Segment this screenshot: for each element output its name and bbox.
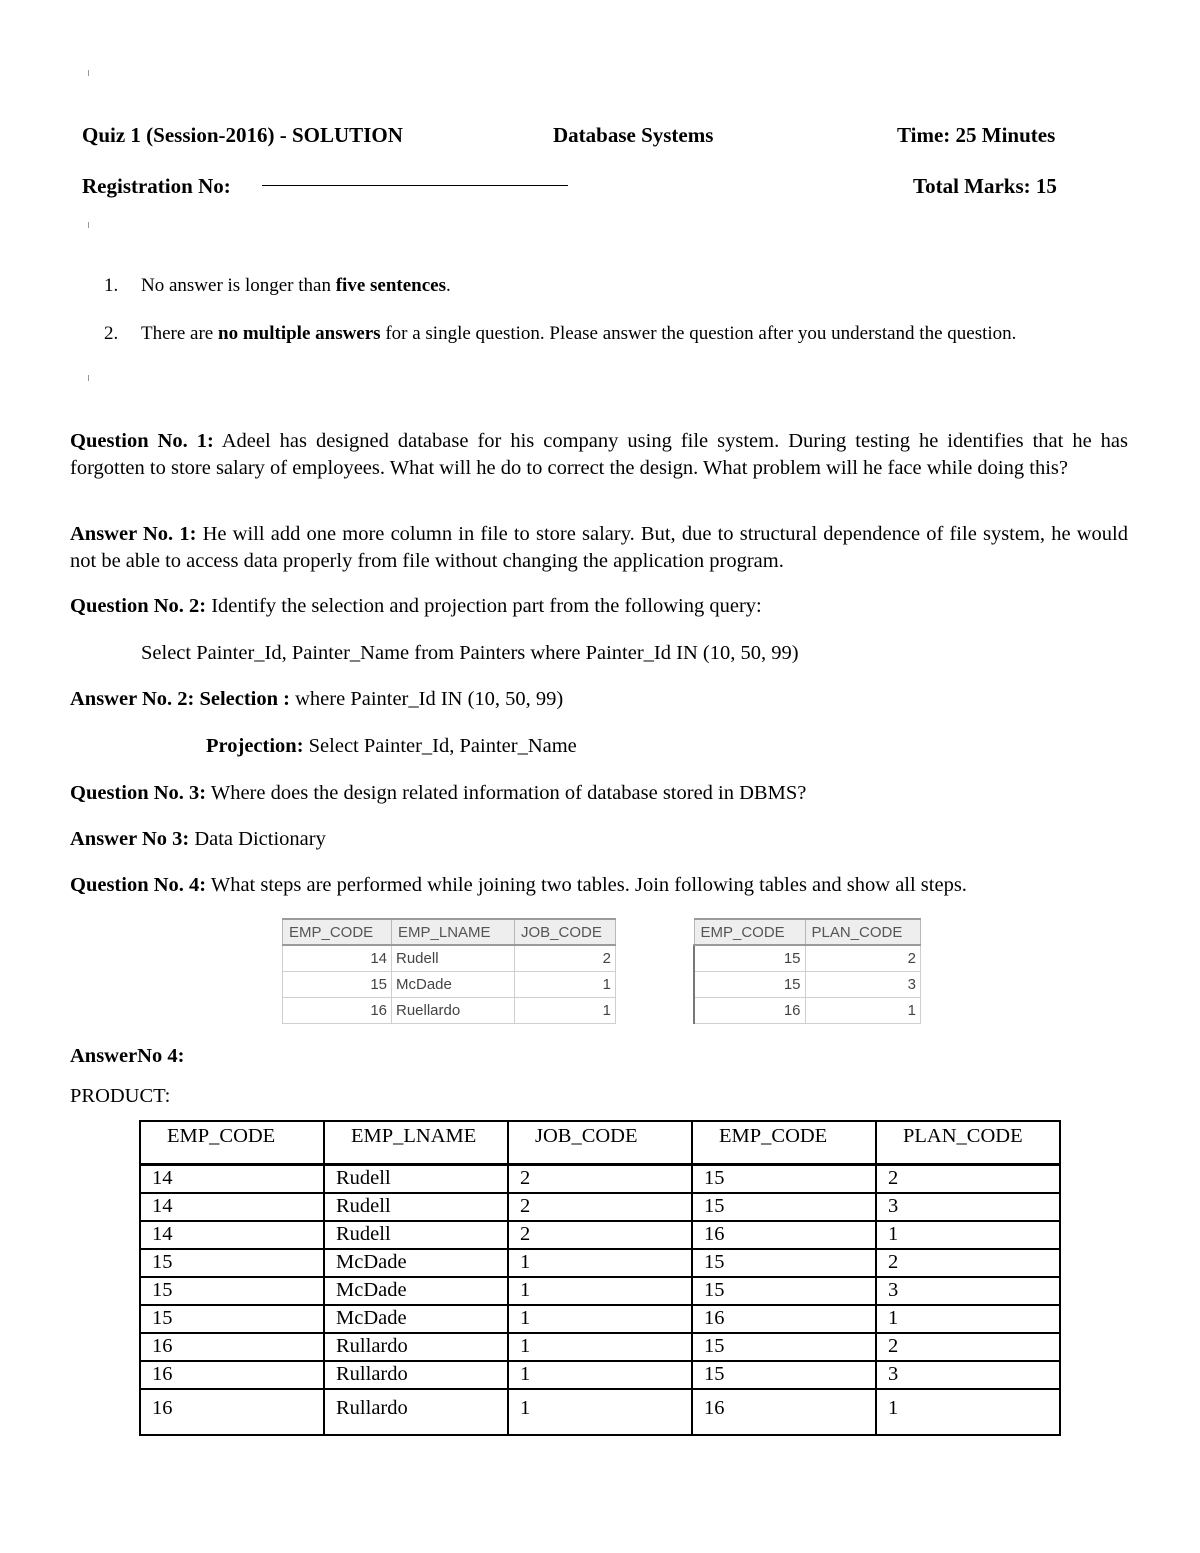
table-row [283,972,616,998]
instruction-2 [104,320,1128,380]
table-cell: 15 [692,1249,876,1277]
table-cell: 15 [694,972,805,998]
table-cell: 3 [876,1193,1060,1221]
employee-table [282,918,616,1024]
table-row [140,1389,1060,1435]
question-text: Identify the selection and projection part from the following query: [206,595,762,617]
projection-text: Select Painter_Id, Painter_Name [303,735,577,757]
column-header: PLAN_CODE [805,919,921,945]
table-cell: 15 [692,1333,876,1361]
instruction-text: No answer is longer than [141,275,336,296]
table-cell: 14 [283,945,392,972]
table-row [140,1333,1060,1361]
table-row [694,945,921,972]
answer-2 [70,688,563,711]
table-cell: 1 [508,1277,692,1305]
table-row [140,1277,1060,1305]
answer-label: Answer No 3: [70,828,190,850]
answer-1 [70,521,1128,575]
question-3 [70,782,806,805]
selection-label: Selection : [199,688,290,710]
quiz-title: Quiz 1 (Session-2016) - SOLUTION [82,123,403,147]
instruction-number: 1. [104,275,119,296]
table-cell: 16 [283,998,392,1024]
table-cell: 2 [876,1165,1060,1194]
question-label: Question No. 1: [70,430,214,452]
table-cell: 15 [692,1361,876,1389]
question-4 [70,874,967,897]
margin-mark [88,222,89,228]
column-header: EMP_CODE [283,919,392,945]
table-cell: Rudell [324,1165,508,1194]
table-cell: 15 [140,1277,324,1305]
time-limit: Time: 25 Minutes [897,123,1056,147]
column-header: JOB_CODE [508,1121,692,1165]
table-row [694,998,921,1024]
table-row [140,1193,1060,1221]
table-cell: Rullardo [324,1361,508,1389]
table-cell: 2 [508,1221,692,1249]
table-row [140,1165,1060,1194]
product-label: PRODUCT: [70,1085,171,1107]
table-cell: McDade [324,1249,508,1277]
answer-3 [70,828,326,851]
table-cell: 14 [140,1165,324,1194]
total-marks: Total Marks: 15 [913,174,1057,198]
table-cell: 16 [692,1389,876,1435]
registration-line [262,185,568,186]
table-row [140,1249,1060,1277]
table-cell: 16 [694,998,805,1024]
column-header: EMP_CODE [140,1121,324,1165]
column-header: EMP_CODE [694,919,805,945]
table-cell: 1 [508,1361,692,1389]
table-cell: 1 [805,998,921,1024]
table-cell: 2 [508,1165,692,1194]
column-header: EMP_LNAME [392,919,515,945]
table-cell: 1 [508,1305,692,1333]
instruction-text: There are [141,323,218,344]
margin-mark [88,70,89,76]
table-cell: 2 [515,945,616,972]
table-cell: Rudell [324,1193,508,1221]
instruction-emphasis: five sentences [335,275,446,296]
table-cell: Rullardo [324,1389,508,1435]
table-cell: 1 [876,1305,1060,1333]
table-cell: 3 [805,972,921,998]
table-cell: 1 [515,972,616,998]
table-cell: 16 [140,1361,324,1389]
column-header: EMP_LNAME [324,1121,508,1165]
column-header: JOB_CODE [515,919,616,945]
answer-text: Data Dictionary [189,828,326,850]
table-cell: 16 [692,1305,876,1333]
table-cell: 16 [692,1221,876,1249]
table-cell: 2 [876,1333,1060,1361]
table-cell: 14 [140,1193,324,1221]
table-row [140,1361,1060,1389]
table-cell: 15 [283,972,392,998]
answer-label: Answer No. 1: [70,523,197,545]
question-2 [70,595,762,618]
answer-label: Answer No. 2: [70,688,195,710]
table-row [140,1221,1060,1249]
projection-label: Projection: [206,735,304,757]
question-label: Question No. 4: [70,874,207,896]
table-cell: McDade [392,972,515,998]
table-cell: McDade [324,1277,508,1305]
course-name: Database Systems [553,123,714,147]
question-text: What steps are performed while joining two tables. Join following tables and show all steps. [206,874,967,896]
table-cell: 2 [805,945,921,972]
instruction-text: . [446,275,451,296]
table-cell: 3 [876,1361,1060,1389]
table-cell: McDade [324,1305,508,1333]
registration-label: Registration No: [82,174,231,198]
table-cell: 15 [692,1193,876,1221]
table-cell: 1 [876,1221,1060,1249]
product-table [139,1120,1061,1436]
query-text: Select Painter_Id, Painter_Name from Painters where Painter_Id IN (10, 50, 99) [141,642,799,664]
table-row [283,998,616,1024]
table-cell: 16 [140,1333,324,1361]
table-cell: 14 [140,1221,324,1249]
table-cell: 15 [692,1277,876,1305]
table-cell: 1 [508,1249,692,1277]
table-cell: 3 [876,1277,1060,1305]
table-cell: 1 [876,1389,1060,1435]
table-cell: 15 [694,945,805,972]
answer-text: He will add one more column in file to store salary. But, due to structural dependence of file system, he would not be able to access data properly from file without changing the application program. [70,523,1128,572]
question-text: Adeel has designed database for his company using file system. During testing he identifies that he has forgotten to store salary of employees. What will he do to correct the design. What problem will he face while doing this? [70,430,1128,479]
table-cell: Ruellardo [392,998,515,1024]
question-label: Question No. 2: [70,595,207,617]
question-1 [70,428,1128,482]
table-cell: 16 [140,1389,324,1435]
selection-text: where Painter_Id IN (10, 50, 99) [289,688,564,710]
table-cell: 15 [140,1249,324,1277]
table-cell: 15 [692,1165,876,1194]
table-cell: 1 [508,1333,692,1361]
table-cell: 2 [876,1249,1060,1277]
table-row [140,1305,1060,1333]
question-text: Where does the design related information of database stored in DBMS? [206,782,807,804]
table-cell: Rudell [324,1221,508,1249]
plan-table [693,918,921,1024]
instruction-emphasis: no multiple answers [218,323,381,344]
column-header: PLAN_CODE [876,1121,1060,1165]
instruction-number: 2. [104,323,119,344]
margin-mark [88,375,89,381]
answer-4-label: AnswerNo 4: [70,1045,185,1067]
question-label: Question No. 3: [70,782,207,804]
table-cell: 1 [515,998,616,1024]
table-cell: Rullardo [324,1333,508,1361]
table-cell: 2 [508,1193,692,1221]
column-header: EMP_CODE [692,1121,876,1165]
table-row [694,972,921,998]
table-cell: Rudell [392,945,515,972]
projection-line [206,735,577,758]
instruction-text: for a single question. Please answer the question after you understand the question. [380,323,1017,344]
table-row [283,945,616,972]
instruction-1 [104,272,1128,302]
table-cell: 1 [508,1389,692,1435]
table-cell: 15 [140,1305,324,1333]
